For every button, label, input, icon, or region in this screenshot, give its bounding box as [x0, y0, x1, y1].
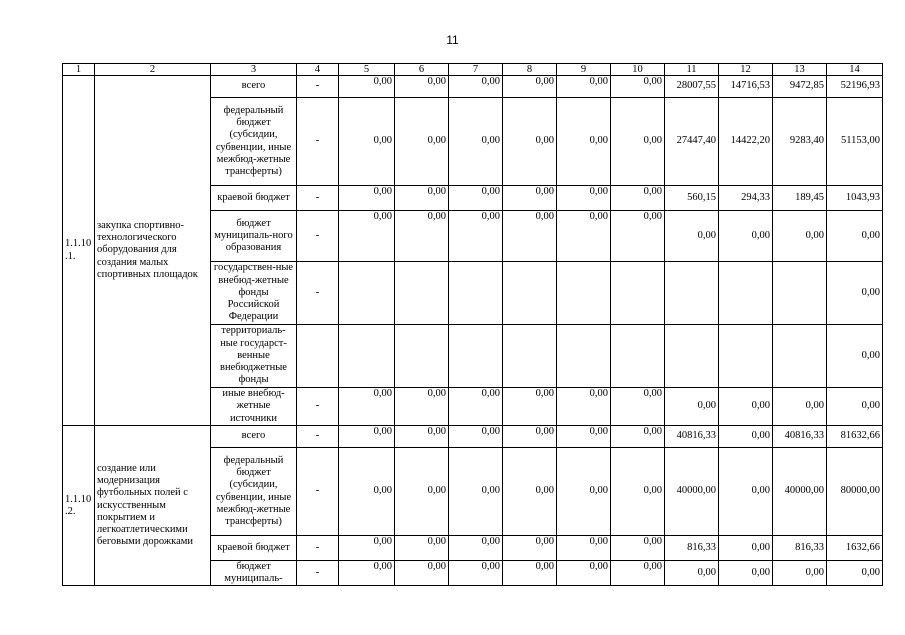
- value-cell: 40000,00: [665, 448, 719, 536]
- value-cell: 28007,55: [665, 76, 719, 98]
- column-header: 7: [449, 64, 503, 76]
- value-cell: 0,00: [503, 76, 557, 98]
- dash-cell: -: [297, 211, 339, 262]
- value-cell: [773, 325, 827, 388]
- funding-source: краевой бюджет: [211, 536, 297, 561]
- value-cell: 0,00: [395, 536, 449, 561]
- value-cell: 0,00: [719, 388, 773, 426]
- column-header: 5: [339, 64, 395, 76]
- value-cell: 0,00: [339, 98, 395, 186]
- value-cell: 189,45: [773, 186, 827, 211]
- value-cell: 0,00: [339, 536, 395, 561]
- value-cell: 0,00: [339, 186, 395, 211]
- value-cell: 0,00: [719, 426, 773, 448]
- value-cell: [719, 262, 773, 325]
- value-cell: 0,00: [611, 561, 665, 586]
- value-cell: 40816,33: [773, 426, 827, 448]
- value-cell: 0,00: [449, 98, 503, 186]
- budget-table: [62, 63, 883, 586]
- value-cell: 0,00: [773, 388, 827, 426]
- value-cell: [449, 325, 503, 388]
- value-cell: 52196,93: [827, 76, 883, 98]
- value-cell: 0,00: [665, 211, 719, 262]
- column-header: 13: [773, 64, 827, 76]
- value-cell: [449, 262, 503, 325]
- value-cell: 0,00: [449, 426, 503, 448]
- value-cell: 0,00: [395, 211, 449, 262]
- funding-source: бюджет муниципаль-ного образования: [211, 211, 297, 262]
- value-cell: 0,00: [557, 561, 611, 586]
- value-cell: 0,00: [449, 388, 503, 426]
- page-number: 11: [446, 33, 459, 47]
- dash-cell: -: [297, 448, 339, 536]
- value-cell: 0,00: [719, 536, 773, 561]
- value-cell: 1043,93: [827, 186, 883, 211]
- value-cell: 294,33: [719, 186, 773, 211]
- value-cell: [557, 262, 611, 325]
- column-header: 4: [297, 64, 339, 76]
- value-cell: 14422,20: [719, 98, 773, 186]
- value-cell: 0,00: [449, 76, 503, 98]
- value-cell: 40000,00: [773, 448, 827, 536]
- value-cell: 0,00: [395, 561, 449, 586]
- value-cell: 0,00: [719, 448, 773, 536]
- value-cell: 0,00: [827, 561, 883, 586]
- column-header: 3: [211, 64, 297, 76]
- dash-cell: -: [297, 536, 339, 561]
- value-cell: [719, 325, 773, 388]
- value-cell: 0,00: [503, 186, 557, 211]
- value-cell: 0,00: [339, 76, 395, 98]
- funding-source: краевой бюджет: [211, 186, 297, 211]
- value-cell: 0,00: [827, 211, 883, 262]
- column-header: 8: [503, 64, 557, 76]
- table-row: [63, 426, 883, 448]
- value-cell: 0,00: [773, 211, 827, 262]
- value-cell: 0,00: [449, 561, 503, 586]
- value-cell: 0,00: [557, 448, 611, 536]
- value-cell: 0,00: [611, 186, 665, 211]
- value-cell: 0,00: [611, 536, 665, 561]
- value-cell: 27447,40: [665, 98, 719, 186]
- item-code: 1.1.10 .2.: [63, 426, 95, 586]
- column-header: 11: [665, 64, 719, 76]
- dash-cell: -: [297, 388, 339, 426]
- value-cell: 0,00: [557, 76, 611, 98]
- value-cell: 816,33: [773, 536, 827, 561]
- funding-source: государствен-ные внебюд-жетные фонды Российской Федерации: [211, 262, 297, 325]
- value-cell: [503, 262, 557, 325]
- value-cell: 0,00: [503, 536, 557, 561]
- funding-source: федеральный бюджет (субсидии, субвенции, иные межбюд-жетные трансферты): [211, 98, 297, 186]
- value-cell: [611, 262, 665, 325]
- value-cell: 80000,00: [827, 448, 883, 536]
- value-cell: 0,00: [339, 561, 395, 586]
- value-cell: [665, 325, 719, 388]
- item-code: 1.1.10 .1.: [63, 76, 95, 426]
- column-header: 10: [611, 64, 665, 76]
- column-header-row: [63, 64, 883, 76]
- value-cell: 0,00: [827, 388, 883, 426]
- value-cell: [395, 262, 449, 325]
- value-cell: 40816,33: [665, 426, 719, 448]
- funding-source: иные внебюд-жетные источники: [211, 388, 297, 426]
- value-cell: 0,00: [395, 426, 449, 448]
- value-cell: 0,00: [557, 536, 611, 561]
- value-cell: 0,00: [611, 448, 665, 536]
- dash-cell: -: [297, 262, 339, 325]
- column-header: 9: [557, 64, 611, 76]
- value-cell: 0,00: [611, 426, 665, 448]
- value-cell: 9283,40: [773, 98, 827, 186]
- value-cell: 0,00: [503, 448, 557, 536]
- column-header: 2: [95, 64, 211, 76]
- dash-cell: [297, 325, 339, 388]
- value-cell: 0,00: [339, 448, 395, 536]
- value-cell: 0,00: [339, 211, 395, 262]
- value-cell: 0,00: [339, 388, 395, 426]
- value-cell: 0,00: [611, 98, 665, 186]
- value-cell: 0,00: [827, 325, 883, 388]
- dash-cell: -: [297, 426, 339, 448]
- value-cell: [611, 325, 665, 388]
- value-cell: 0,00: [557, 211, 611, 262]
- value-cell: [557, 325, 611, 388]
- value-cell: 0,00: [665, 561, 719, 586]
- value-cell: 1632,66: [827, 536, 883, 561]
- value-cell: 0,00: [395, 388, 449, 426]
- value-cell: 0,00: [503, 561, 557, 586]
- value-cell: 0,00: [611, 76, 665, 98]
- value-cell: 0,00: [665, 388, 719, 426]
- value-cell: [339, 262, 395, 325]
- funding-source: территориаль-ные государст-венные внебюджетные фонды: [211, 325, 297, 388]
- item-name: закупка спортивно-технологического оборудования для создания малых спортивных площадок: [95, 76, 211, 426]
- value-cell: 0,00: [611, 388, 665, 426]
- dash-cell: -: [297, 561, 339, 586]
- column-header: 14: [827, 64, 883, 76]
- value-cell: 0,00: [557, 388, 611, 426]
- value-cell: 816,33: [665, 536, 719, 561]
- funding-source: федеральный бюджет (субсидии, субвенции, иные межбюд-жетные трансферты): [211, 448, 297, 536]
- item-name: создание или модернизация футбольных полей с искусственным покрытием и легкоатлетическими беговыми дорожками: [95, 426, 211, 586]
- value-cell: 0,00: [449, 186, 503, 211]
- dash-cell: -: [297, 98, 339, 186]
- value-cell: 0,00: [827, 262, 883, 325]
- funding-source: всего: [211, 76, 297, 98]
- value-cell: [395, 325, 449, 388]
- value-cell: 0,00: [557, 98, 611, 186]
- funding-source: бюджет муниципаль-: [211, 561, 297, 586]
- value-cell: 0,00: [719, 561, 773, 586]
- value-cell: 0,00: [773, 561, 827, 586]
- value-cell: 0,00: [339, 426, 395, 448]
- value-cell: 0,00: [449, 536, 503, 561]
- value-cell: 9472,85: [773, 76, 827, 98]
- column-header: 6: [395, 64, 449, 76]
- value-cell: 0,00: [395, 186, 449, 211]
- value-cell: 0,00: [449, 211, 503, 262]
- dash-cell: -: [297, 76, 339, 98]
- value-cell: 0,00: [557, 186, 611, 211]
- value-cell: 0,00: [719, 211, 773, 262]
- value-cell: 0,00: [395, 448, 449, 536]
- dash-cell: -: [297, 186, 339, 211]
- value-cell: 0,00: [395, 76, 449, 98]
- value-cell: 0,00: [449, 448, 503, 536]
- value-cell: [339, 325, 395, 388]
- value-cell: 14716,53: [719, 76, 773, 98]
- column-header: 12: [719, 64, 773, 76]
- value-cell: 81632,66: [827, 426, 883, 448]
- table-row: [63, 76, 883, 98]
- column-header: 1: [63, 64, 95, 76]
- value-cell: [665, 262, 719, 325]
- value-cell: 0,00: [557, 426, 611, 448]
- value-cell: 0,00: [503, 426, 557, 448]
- value-cell: 560,15: [665, 186, 719, 211]
- funding-source: всего: [211, 426, 297, 448]
- value-cell: 0,00: [503, 211, 557, 262]
- value-cell: 0,00: [395, 98, 449, 186]
- value-cell: 0,00: [503, 98, 557, 186]
- value-cell: [503, 325, 557, 388]
- value-cell: 0,00: [503, 388, 557, 426]
- value-cell: 51153,00: [827, 98, 883, 186]
- value-cell: [773, 262, 827, 325]
- value-cell: 0,00: [611, 211, 665, 262]
